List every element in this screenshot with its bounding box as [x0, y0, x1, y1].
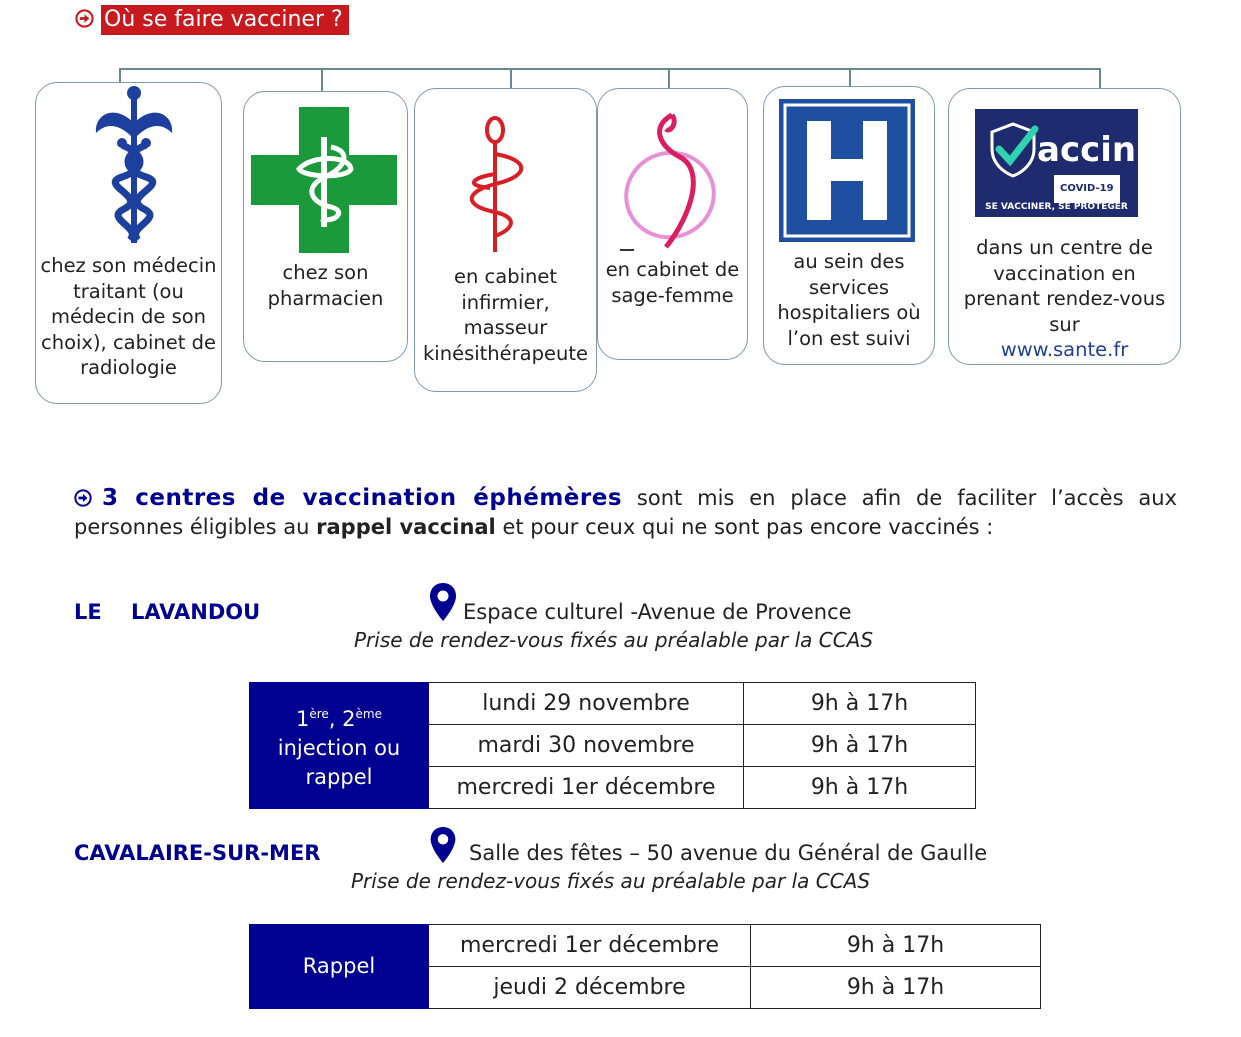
intro-paragraph: [74, 484, 1177, 542]
appointment-note: Prise de rendez-vous fixés au préalable par la CCAS: [351, 869, 871, 893]
place-card-midwife: [597, 88, 748, 360]
place-label: chez son médecin traitant (ou médecin de son choix), cabinet de radiologie: [40, 254, 217, 379]
location-pin-icon: [428, 582, 458, 622]
shield-check-icon: [987, 121, 1039, 179]
table-head-cell: [250, 683, 429, 809]
appointment-note: Prise de rendez-vous fixés au préalable par la CCAS: [354, 628, 874, 652]
arrow-right-circle-icon: [74, 489, 92, 507]
nurse-caduceus-icon: [460, 114, 535, 254]
section-title: Où se faire vacciner ?: [101, 5, 349, 35]
tree-branch: [668, 68, 670, 88]
place-label-text: dans un centre de vaccination en prenant rendez-vous sur: [963, 236, 1166, 336]
tree-branch: [321, 68, 323, 91]
tree-branch: [510, 68, 512, 88]
pharmacy-cross-icon: [251, 107, 397, 253]
sante-link[interactable]: www.sante.fr: [1000, 338, 1129, 361]
place-card-pharmacy: [243, 91, 408, 362]
hours-cell: 9h à 17h: [744, 767, 976, 809]
caduceus-icon: [94, 85, 174, 250]
table-row: [250, 925, 1041, 967]
centre-address: Espace culturel -Avenue de Provence: [463, 600, 852, 624]
date-cell: mercredi 1er décembre: [429, 925, 751, 967]
place-card-vaccination-centre: [948, 88, 1181, 365]
schedule-table: [249, 924, 1041, 1009]
logo-word: accin: [1037, 130, 1137, 170]
arrow-right-circle-icon: [75, 9, 94, 28]
city-name: CAVALAIRE-SUR-MER: [74, 841, 321, 865]
hours-cell: 9h à 17h: [751, 967, 1041, 1009]
place-label: [949, 235, 1180, 363]
place-card-hospital: [763, 86, 935, 365]
tree-branch: [119, 68, 121, 83]
date-cell: lundi 29 novembre: [429, 683, 744, 725]
city-name: LE LAVANDOU: [74, 600, 261, 624]
divider: [620, 249, 634, 251]
tree-horizontal-line: [119, 68, 1101, 70]
intro-text: et pour ceux qui ne sont pas encore vaccinés :: [495, 515, 994, 539]
intro-bold: rappel vaccinal: [316, 515, 496, 539]
tree-branch: [849, 68, 851, 86]
intro-highlight: 3 centres de vaccination éphémères: [102, 485, 623, 511]
place-label: en cabinet de sage-femme: [605, 258, 740, 307]
hours-cell: 9h à 17h: [744, 683, 976, 725]
place-card-doctor: [35, 82, 222, 404]
centre-address: Salle des fêtes – 50 avenue du Général de Gaulle: [469, 841, 988, 865]
date-cell: jeudi 2 décembre: [429, 967, 751, 1009]
hours-cell: 9h à 17h: [744, 725, 976, 767]
location-pin-icon: [428, 826, 458, 864]
schedule-table: [249, 682, 976, 809]
date-cell: mercredi 1er décembre: [429, 767, 744, 809]
table-head-cell: Rappel: [250, 925, 429, 1009]
date-cell: mardi 30 novembre: [429, 725, 744, 767]
hospital-h-icon: [779, 99, 915, 242]
hours-cell: 9h à 17h: [751, 925, 1041, 967]
head-text: injection ou rappel: [277, 735, 401, 789]
place-card-nurse: [414, 88, 597, 392]
intro-text: sont mis en place afin de faciliter l’accès aux personnes éligibles au: [74, 486, 1177, 539]
head-text: , 2: [328, 706, 356, 731]
table-row: [250, 683, 976, 725]
head-sup: ère: [309, 706, 329, 721]
logo-sub: COVID-19: [1054, 175, 1120, 203]
head-sup: ème: [355, 706, 382, 721]
logo-slogan: SE VACCINER, SE PROTÉGER: [985, 202, 1128, 212]
place-label: en cabinet infirmier, masseur kinésithérapeute: [423, 265, 588, 365]
tree-branch: [1099, 68, 1101, 88]
midwife-icon: [620, 107, 730, 257]
place-label: au sein des services hospitaliers où l’on est suivi: [777, 250, 921, 350]
vaccin-covid-logo: [975, 109, 1138, 217]
head-text: 1: [296, 706, 310, 731]
place-label: chez son pharmacien: [267, 261, 384, 310]
